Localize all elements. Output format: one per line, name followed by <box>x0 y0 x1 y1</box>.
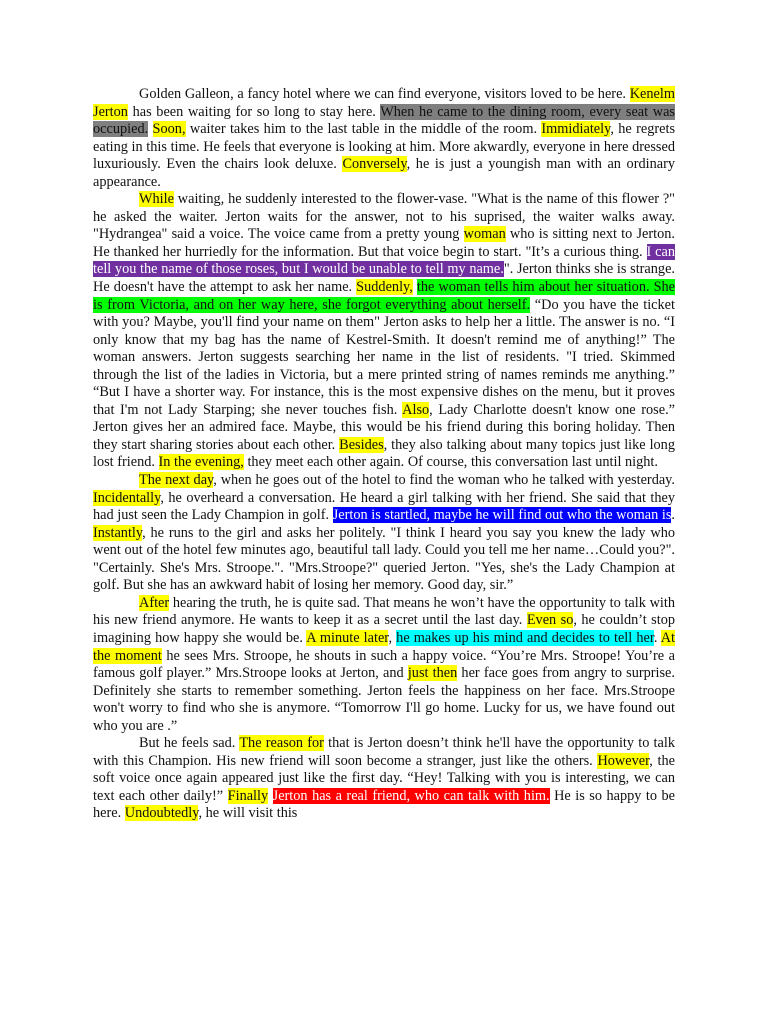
highlight-yellow: Kenelm Jerton <box>93 86 675 120</box>
text-run: waiting, he suddenly interested to the flower-vase. "What is the name of this flower ?" he asked the waiter. Jerton waits for the answer, not to his suprised, the waiter walks away. "Hydrangea" said a voice. The voice came from a pretty young <box>93 191 675 243</box>
text-run: hearing the truth, he is quite sad. That means he won’t have the opportunity to talk with his new friend anymore. He wants to keep it as a secret until the last day. <box>93 594 675 629</box>
text-run: who is sitting next to Jerton. He thanked her hurriedly for the information. But that voice begin to start. "It’s a curious thing. <box>93 226 675 260</box>
paragraph-4 <box>93 595 675 735</box>
text-run: , he regrets eating in this time. He feels that everyone is looking at him. More akwardly, everyone in here dressed luxuriously. Even the chairs look deluxe. <box>93 121 676 173</box>
paragraph-3 <box>93 472 675 595</box>
text-run: , he is just a youngish man with an ordinary appearance. <box>93 156 675 190</box>
text-run: he sees Mrs. Stroope, he shouts in such a happy voice. “You’re Mrs. Stroope! You’re a famous golf player.” Mrs.Stroope looks at Jerton, and <box>93 647 675 682</box>
highlight-yellow: Incidentally <box>93 489 161 506</box>
paragraph-2 <box>93 191 675 472</box>
text-run: they meet each other again. Of course, this conversation last until night. <box>243 454 658 471</box>
text-run: Golden Galleon, a fancy hotel where we can find everyone, visitors loved to be here. <box>139 86 630 102</box>
text-run: But he feels sad. <box>139 735 240 752</box>
text-run: that is Jerton doesn’t think he'll have the opportunity to talk with this Champion. His new friend will soon become a stranger, just like the others. <box>93 735 675 769</box>
text-run: , he overheard a conversation. He heard a girl talking with her friend. She said that they had just seen the Lady Champion in golf. <box>93 489 675 524</box>
highlight-yellow: However <box>597 752 650 769</box>
highlight-yellow: Soon, <box>152 121 186 138</box>
highlight-yellow: just then <box>407 665 458 682</box>
highlight-yellow: woman <box>463 226 506 243</box>
text-run: , he couldn’t stop imagining how happy she would be. <box>93 612 675 646</box>
highlight-yellow: Finally <box>227 787 269 804</box>
highlight-green: the woman tells him about her situation. She is from Victoria, and on her way here, she forgot everything about herself. <box>93 279 676 313</box>
highlight-yellow: Instantly <box>93 524 143 541</box>
text-run: ". Jerton thinks she is strange. He doesn't have the attempt to ask her name. <box>93 261 675 296</box>
highlight-cyan: he makes up his mind and decides to tell her <box>396 629 654 646</box>
text-run: , when he goes out of the hotel to find the woman who he talked with yesterday. <box>213 472 675 489</box>
highlight-yellow: While <box>139 191 174 208</box>
highlight-yellow: Besides <box>339 436 384 453</box>
highlight-yellow: The reason for <box>239 735 324 752</box>
document-body <box>93 86 675 823</box>
highlight-yellow: After <box>139 594 170 611</box>
highlight-gray: When he came to the dining room, every seat was occupied. <box>93 103 675 138</box>
highlight-yellow: Suddenly, <box>356 279 413 296</box>
highlight-yellow: A minute later <box>306 629 389 646</box>
highlight-red: Jerton has a real friend, who can talk with him. <box>272 787 550 804</box>
highlight-blue: Jerton is startled, maybe he will find out who the woman is <box>332 507 672 524</box>
paragraph-5 <box>93 735 675 823</box>
highlight-yellow: Conversely <box>342 156 407 173</box>
text-run: , the soft voice once again appeared just like the first day. “Hey! Talking with you is interesting, we can text each other daily!” <box>93 752 675 804</box>
text-run: , he will visit this <box>198 805 298 822</box>
text-run: , they also talking about many topics just like long lost friend. <box>93 436 675 471</box>
highlight-yellow: Immidiately <box>541 121 611 138</box>
highlight-yellow: In the evening, <box>158 454 244 471</box>
highlight-purple: I can tell you the name of those roses, but I would be unable to tell my name. <box>93 243 675 278</box>
text-run <box>268 788 272 804</box>
highlight-yellow: The next day <box>139 472 214 489</box>
text-run: has been waiting for so long to stay here. <box>127 103 381 120</box>
paragraph-1 <box>93 86 675 191</box>
text-run: , he runs to the girl and asks her politely. "I think I heard you say you knew the lady who went out of the hotel few minutes ago, beautiful tall lady. Could you tell me her name…Could you?". "Certainly. She's Mrs. Stroope.". "Mrs.Stroope?" queried Jerton. "Yes, she's the Lady Champion at golf. But she has an awkward habit of losing her memory. Good day, sir.” <box>93 524 675 594</box>
highlight-yellow: At the moment <box>93 629 676 664</box>
highlight-yellow: Undoubtedly <box>124 805 199 822</box>
text-run: , <box>388 629 397 646</box>
text-run: He is so happy to be here. <box>93 787 676 822</box>
highlight-yellow: Even so <box>526 612 574 629</box>
text-run: . <box>671 507 675 524</box>
text-run: “Do you have the ticket with you? Maybe, you'll find your name on them" Jerton asks to help her a little. The answer is no. “I only know that my bag has the name of Kestrel-Smith. It doesn't remind me of anything!” The woman answers. Jerton suggests searching her name in the list of residents. "I tried. Skimmed through the list of the ladies in Victoria, but a mere printed string of names reminds me anything.” “But I have a shorter way. For instance, this is the most expensive dishes on the menu, but it proves that I'm not Lady Starping; she never touches fish. <box>93 296 675 418</box>
text-run: waiter takes him to the last table in the middle of the room. <box>185 121 542 138</box>
text-run: her face goes from angry to surprise. Definitely she starts to remember something. Jerton feels the happiness on her face. Mrs.Stroope won't worry to find who she is anymore. “Tomorrow I'll go home. Lucky for us, we have found out who you are .” <box>93 665 675 734</box>
text-run: . <box>653 629 661 646</box>
highlight-yellow: Also <box>402 401 430 418</box>
text-run <box>148 121 152 137</box>
text-run: , Lady Charlotte doesn't know one rose.” Jerton gives her an admired face. Maybe, this would be his friend during this boring holiday. Then they start sharing stories about each other. <box>93 401 676 453</box>
